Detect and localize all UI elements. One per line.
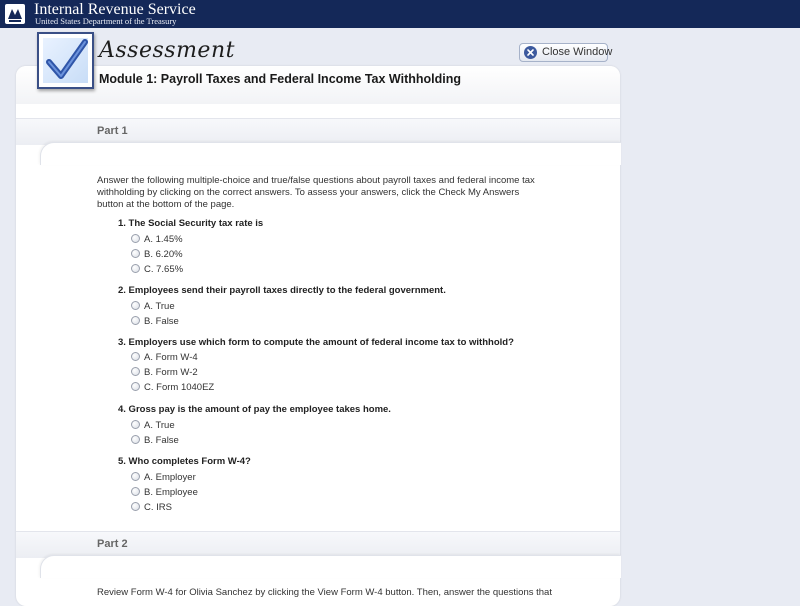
close-window-button[interactable]	[519, 43, 613, 62]
radio-button[interactable]	[131, 249, 140, 258]
close-window-label: Close Window	[542, 46, 613, 58]
question-2-text: 2. Employees send their payroll taxes directly to the federal government.	[118, 285, 446, 296]
option-label: A. 1.45%	[144, 234, 183, 245]
part-2-instructions: Review Form W-4 for Olivia Sanchez by clicking the View Form W-4 button. Then, answer the questions that	[97, 587, 552, 598]
checkbox-inner	[43, 38, 88, 83]
part-2-content-curve	[40, 555, 621, 578]
agency-name[interactable]: Internal Revenue Service	[34, 1, 196, 18]
radio-button[interactable]	[131, 472, 140, 481]
option-label: A. True	[144, 301, 175, 312]
question-1-option-c[interactable]	[131, 264, 183, 276]
radio-button[interactable]	[131, 234, 140, 243]
radio-button[interactable]	[131, 264, 140, 273]
option-label: B. False	[144, 435, 179, 446]
part-2-label: Part 2	[97, 538, 128, 550]
option-label: B. Employee	[144, 487, 198, 498]
question-3-option-a[interactable]	[131, 352, 198, 364]
question-5-option-c[interactable]	[131, 502, 172, 514]
checkmark-icon	[43, 38, 88, 83]
radio-button[interactable]	[131, 352, 140, 361]
assessment-title: Assessment	[99, 38, 235, 63]
question-3-option-c[interactable]	[131, 382, 214, 394]
question-1-option-b[interactable]	[131, 249, 183, 261]
option-label: C. 7.65%	[144, 264, 184, 275]
question-4-text: 4. Gross pay is the amount of pay the employee takes home.	[118, 404, 391, 415]
radio-button[interactable]	[131, 367, 140, 376]
question-5-text: 5. Who completes Form W-4?	[118, 456, 251, 467]
question-3-option-b[interactable]	[131, 367, 198, 379]
radio-button[interactable]	[131, 435, 140, 444]
close-circle-icon	[524, 46, 537, 59]
question-2-option-a[interactable]	[131, 301, 175, 313]
option-label: C. IRS	[144, 502, 172, 513]
part-1-content-curve	[40, 142, 621, 165]
question-5-option-a[interactable]	[131, 472, 196, 484]
radio-button[interactable]	[131, 487, 140, 496]
radio-button[interactable]	[131, 420, 140, 429]
part-1-header	[16, 118, 620, 145]
question-4-option-a[interactable]	[131, 420, 175, 432]
question-4-option-b[interactable]	[131, 435, 179, 447]
irs-header-bar	[0, 0, 800, 28]
part-1-label: Part 1	[97, 125, 128, 137]
agency-subtitle: United States Department of the Treasury	[35, 16, 177, 26]
option-label: A. Employer	[144, 472, 196, 483]
radio-button[interactable]	[131, 316, 140, 325]
part-1-instructions: Answer the following multiple-choice and true/false questions about payroll taxes and federal income tax withholding by clicking on the correct answers. To assess your answers, click the Check My Answers button at the bottom of the page.	[97, 175, 535, 210]
assessment-checkbox-graphic	[37, 32, 94, 89]
option-label: B. 6.20%	[144, 249, 183, 260]
question-3-text: 3. Employers use which form to compute the amount of federal income tax to withhold?	[118, 337, 514, 348]
radio-button[interactable]	[131, 301, 140, 310]
option-label: B. False	[144, 316, 179, 327]
module-title: Module 1: Payroll Taxes and Federal Income Tax Withholding	[99, 72, 461, 86]
part-2-header	[16, 531, 620, 558]
question-1-option-a[interactable]	[131, 234, 183, 246]
radio-button[interactable]	[131, 382, 140, 391]
radio-button[interactable]	[131, 502, 140, 511]
option-label: C. Form 1040EZ	[144, 382, 215, 393]
option-label: A. True	[144, 420, 175, 431]
question-5-option-b[interactable]	[131, 487, 198, 499]
question-1-text: 1. The Social Security tax rate is	[118, 218, 264, 229]
question-2-option-b[interactable]	[131, 316, 179, 328]
option-label: A. Form W-4	[144, 352, 198, 363]
option-label: B. Form W-2	[144, 367, 198, 378]
irs-eagle-logo-icon	[4, 3, 26, 25]
